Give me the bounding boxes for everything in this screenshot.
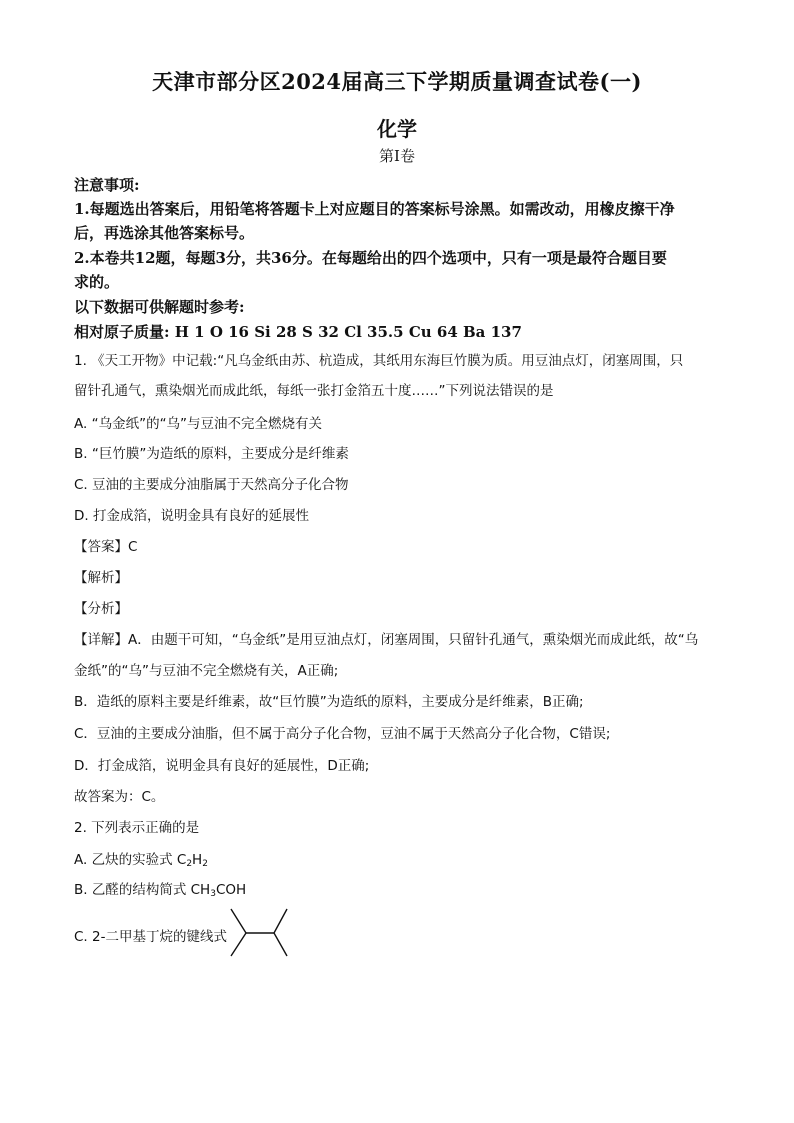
q2-option-b <box>74 878 246 899</box>
note-1-line-2: 后，再选涂其他答案标号。 <box>74 224 255 242</box>
q1-option-c: C. 豆油的主要成分油脂属于天然高分子化合物 <box>74 477 349 493</box>
answer-value: C <box>128 539 138 555</box>
q2-stem: 2. 下列表示正确的是 <box>74 820 200 836</box>
q1-option-d: D. 打金成箔，说明金具有良好的延展性 <box>74 508 309 524</box>
q2-option-a <box>74 848 208 869</box>
exam-title: 天津市部分区2024届高三下学期质量调查试卷(一) <box>152 69 642 94</box>
q1-detail-line-2: 金纸”的“乌”与豆油不完全燃烧有关，A正确; <box>74 663 339 679</box>
reference-note: 以下数据可供解题时参考: <box>74 298 245 316</box>
q1-detail-c: C．豆油的主要成分油脂，但不属于高分子化合物，豆油不属于天然高分子化合物，C错误; <box>74 726 611 742</box>
q1-answer-line <box>74 535 137 555</box>
q1-option-a: A. “乌金纸”的“乌”与豆油不完全燃烧有关 <box>74 416 323 432</box>
q2-a-text-2: H <box>192 852 203 868</box>
answer-tag: 【答案】 <box>74 539 128 555</box>
q1-detail-d: D．打金成箔，说明金具有良好的延展性，D正确; <box>74 758 370 774</box>
q1-detail-b: B．造纸的原料主要是纤维素，故“巨竹膜”为造纸的原料，主要成分是纤维素，B正确; <box>74 694 584 710</box>
note-2-line-2: 求的。 <box>74 273 120 291</box>
skeletal-right-branch <box>274 909 287 956</box>
q1-conclusion: 故答案为：C。 <box>74 789 165 805</box>
notes-heading: 注意事项: <box>74 176 140 194</box>
q2-a-sub-2: 2 <box>202 859 208 869</box>
note-2-line-1: 2.本卷共12题，每题3分，共36分。在每题给出的四个选项中，只有一项是最符合题目要 <box>74 249 667 267</box>
q2-b-text-2: COH <box>215 882 247 898</box>
q1-stem-line-1: 1. 《天工开物》中记载:“凡乌金纸由苏、杭造成，其纸用东海巨竹膜为质。用豆油点灯，闭塞周围，只 <box>74 353 684 369</box>
fenxi-tag: 【分析】 <box>74 601 128 617</box>
analysis-tag: 【解析】 <box>74 570 128 586</box>
subject-title: 化学 <box>377 117 417 141</box>
q2-b-sub: 3 <box>210 889 216 899</box>
q1-option-b: B. “巨竹膜”为造纸的原料，主要成分是纤维素 <box>74 446 349 462</box>
q1-detail-line-1: 【详解】A．由题干可知，“乌金纸”是用豆油点灯，闭塞周围，只留针孔通气，熏染烟光而成此纸，故“乌 <box>74 632 699 648</box>
q2-a-sub-1: 2 <box>186 859 193 869</box>
atomic-masses: 相对原子质量: H 1 O 16 Si 28 S 32 Cl 35.5 Cu 64 Ba 137 <box>74 323 522 341</box>
q2-option-c: C. 2-二甲基丁烷的键线式 <box>74 929 227 945</box>
volume-label: 第Ⅰ卷 <box>379 147 415 165</box>
note-1-line-1: 1.每题选出答案后，用铅笔将答题卡上对应题目的答案标号涂黑。如需改动，用橡皮擦干净 <box>74 200 675 218</box>
q2-b-text: B. 乙醛的结构简式 CH <box>74 882 211 898</box>
skeletal-left-branch <box>231 909 246 956</box>
q2-a-text: A. 乙炔的实验式 C <box>74 852 187 868</box>
skeletal-formula-diagram <box>226 906 292 958</box>
q1-stem-line-2: 留针孔通气，熏染烟光而成此纸，每纸一张打金箔五十度……”下列说法错误的是 <box>74 383 554 399</box>
